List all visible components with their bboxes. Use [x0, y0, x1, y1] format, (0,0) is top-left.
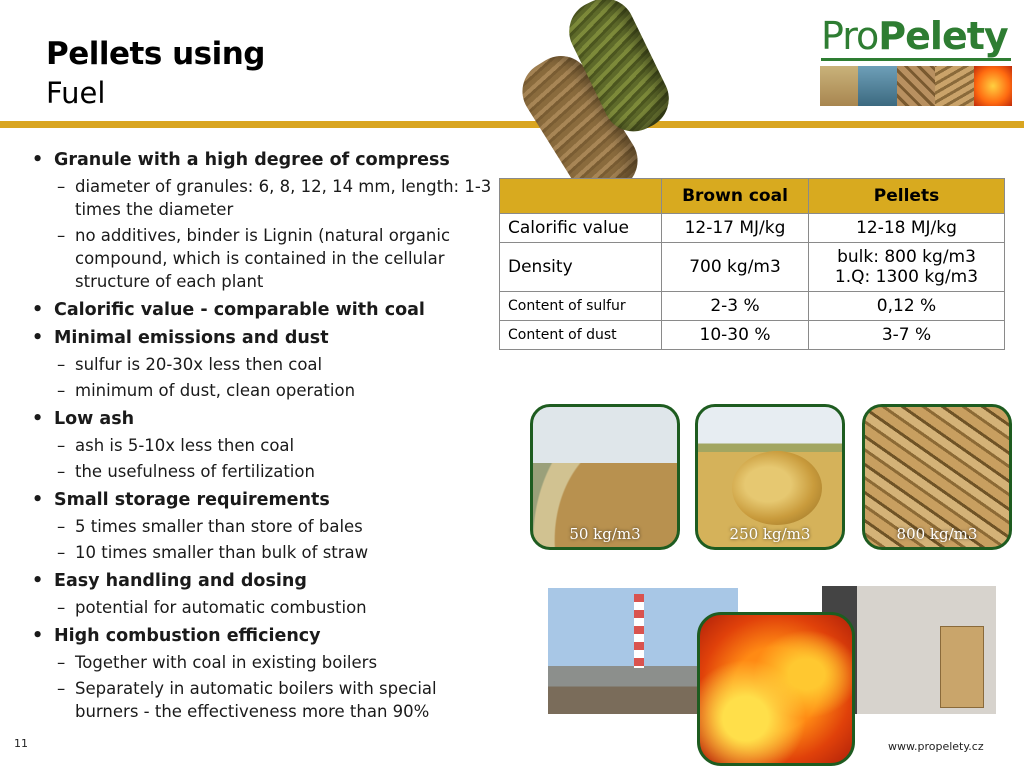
bullet-ash: • Low ash — [30, 405, 500, 433]
table-header-empty — [500, 179, 662, 214]
bullet-efficiency: • High combustion efficiency — [30, 622, 500, 650]
chimney — [634, 594, 644, 668]
pellets-density-caption: 800 kg/m3 — [896, 525, 978, 543]
sub-bullet: – sulfur is 20-30x less then coal — [30, 353, 500, 376]
table-row — [500, 292, 1005, 321]
logo-pro: Pro — [821, 14, 879, 58]
bullet-storage: • Small storage requirements — [30, 486, 500, 514]
cell-pellets: 3-7 % — [809, 321, 1005, 350]
pellets-photo — [862, 404, 1012, 550]
cell-coal: 2-3 % — [662, 292, 809, 321]
table-row — [500, 243, 1005, 292]
logo-image-strip — [820, 66, 1012, 106]
sub-bullet: – the usefulness of fertilization — [30, 460, 500, 483]
logo-underline — [821, 58, 1011, 61]
footer-url: www.propelety.cz — [888, 740, 984, 753]
cell-pellets — [809, 243, 1005, 292]
bullet-compress: • Granule with a high degree of compress — [30, 146, 500, 174]
row-label: Density — [500, 243, 662, 292]
cell-coal: 700 kg/m3 — [662, 243, 809, 292]
bale-roll — [732, 451, 822, 525]
cell-pellets-line2: 1.Q: 1300 kg/m3 — [834, 267, 979, 287]
bale-density-caption: 250 kg/m3 — [729, 525, 811, 543]
cell-pellets: 0,12 % — [809, 292, 1005, 321]
sub-bullet: – ash is 5-10x less then coal — [30, 434, 500, 457]
cell-pellets-line1: bulk: 800 kg/m3 — [837, 247, 976, 267]
straw-bale-photo — [695, 404, 845, 550]
table-header-pellets: Pellets — [809, 179, 1005, 214]
bullet-calorific: • Calorific value - comparable with coal — [30, 296, 500, 324]
cell-coal: 10-30 % — [662, 321, 809, 350]
cell-coal: 12-17 MJ/kg — [662, 214, 809, 243]
comparison-table — [499, 178, 1005, 350]
sub-bullet: – Together with coal in existing boilers — [30, 651, 500, 674]
sub-bullet: – 5 times smaller than store of bales — [30, 515, 500, 538]
propelety-logo — [821, 14, 1008, 58]
title-divider — [0, 121, 1024, 128]
boiler-unit — [940, 626, 984, 708]
sub-bullet: – diameter of granules: 6, 8, 12, 14 mm, length: 1-3 times the diameter — [30, 175, 500, 221]
row-label: Content of dust — [500, 321, 662, 350]
bullet-emissions: • Minimal emissions and dust — [30, 324, 500, 352]
table-header-coal: Brown coal — [662, 179, 809, 214]
row-label: Content of sulfur — [500, 292, 662, 321]
logo-pelety: Pelety — [878, 14, 1008, 58]
bullet-handling: • Easy handling and dosing — [30, 567, 500, 595]
cell-pellets: 12-18 MJ/kg — [809, 214, 1005, 243]
sub-bullet: – minimum of dust, clean operation — [30, 379, 500, 402]
table-row — [500, 214, 1005, 243]
slide-number: 11 — [14, 737, 28, 750]
sub-bullet: – no additives, binder is Lignin (natural organic compound, which is contained in the cellular structure of each plant — [30, 224, 500, 293]
page-title: Pellets using — [46, 36, 265, 72]
page-subtitle: Fuel — [46, 76, 106, 110]
table-row — [500, 321, 1005, 350]
straw-density-caption: 50 kg/m3 — [569, 525, 641, 543]
fire-photo — [697, 612, 855, 766]
sub-bullet: – Separately in automatic boilers with special burners - the effectiveness more than 90% — [30, 677, 500, 723]
feature-list — [30, 146, 500, 726]
row-label: Calorific value — [500, 214, 662, 243]
straw-heap-photo — [530, 404, 680, 550]
table-header-row — [500, 179, 1005, 214]
sub-bullet: – potential for automatic combustion — [30, 596, 500, 619]
sub-bullet: – 10 times smaller than bulk of straw — [30, 541, 500, 564]
